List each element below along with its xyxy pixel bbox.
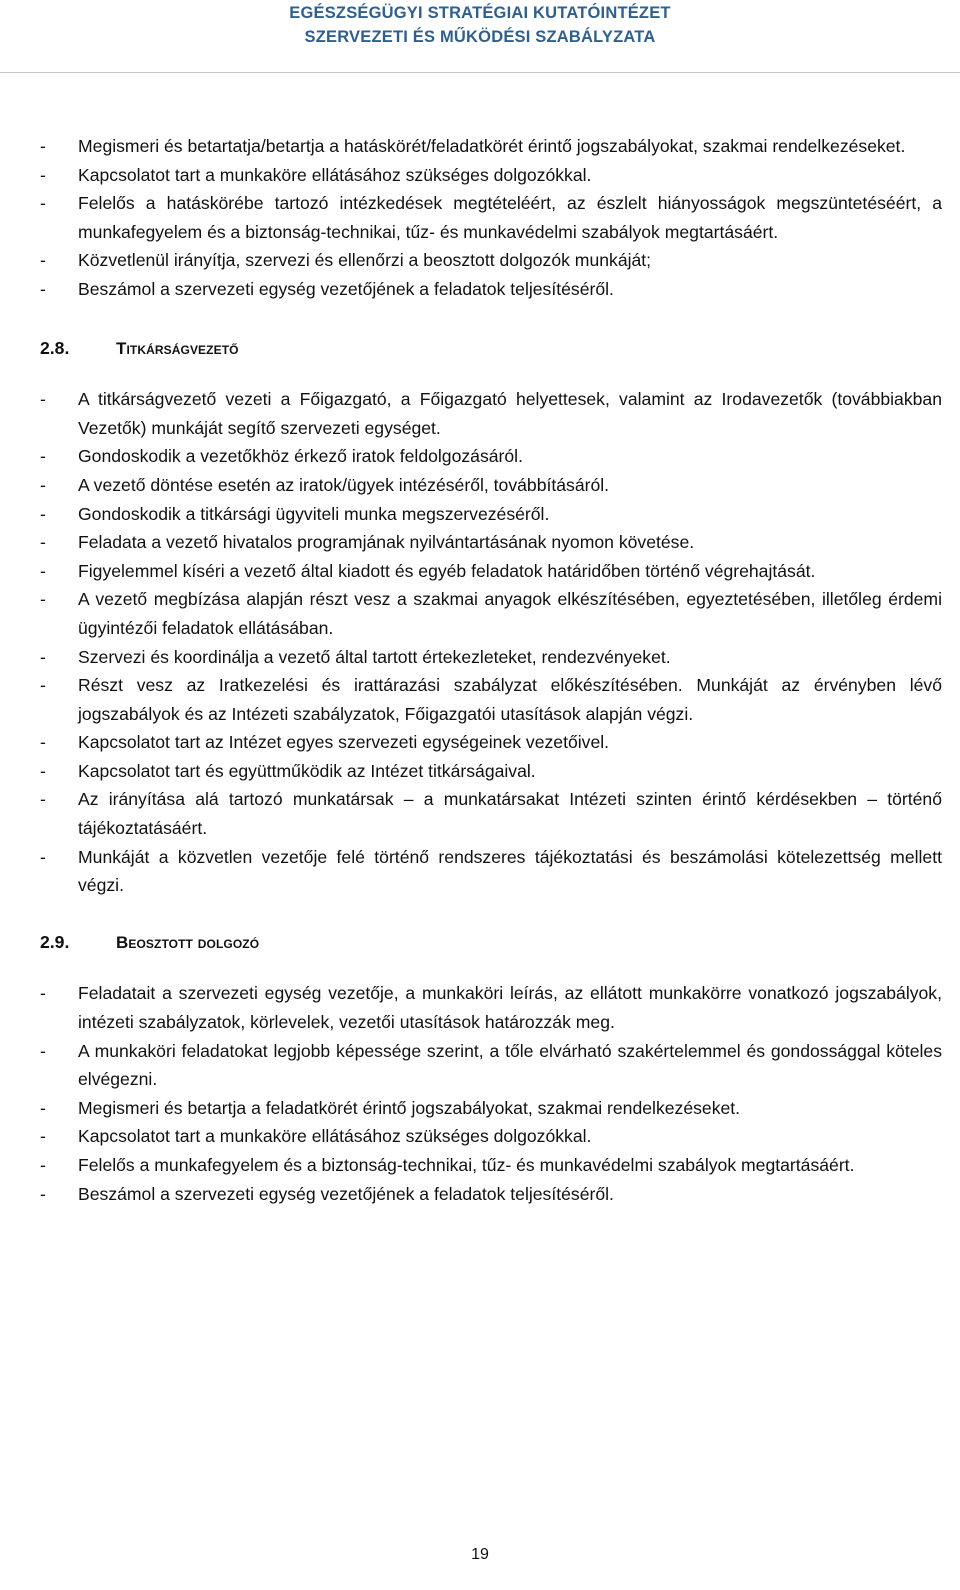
header-divider [0,72,960,73]
list-item: - Megismeri és betartja a feladatkörét érintő jogszabályokat, szakmai rendelkezéseket. [40,1094,942,1123]
list-item: - Kapcsolatot tart és együttműködik az Intézet titkárságaival. [40,757,942,786]
list-item: - A vezető megbízása alapján részt vesz a szakmai anyagok elkészítésében, egyeztetésében, illetőleg érdemi ügyintézői feladatok ellátásában. [40,585,942,642]
list-item: - A munkaköri feladatokat legjobb képessége szerint, a tőle elvárható szakértelemmel és gondossággal köteles elvégezni. [40,1037,942,1094]
intro-list [40,132,942,304]
list-item: - Gondoskodik a titkársági ügyviteli munka megszervezéséről. [40,500,942,529]
list-item: - Figyelemmel kíséri a vezető által kiadott és egyéb feladatok határidőben történő végrehajtását. [40,557,942,586]
list-item: - Részt vesz az Iratkezelési és irattárazási szabályzat előkészítésében. Munkáját az érvényben lévő jogszabályok és az Intézeti szabályzatok, Főigazgatói utasítások alapján végzi. [40,671,942,728]
list-item: - Feladatait a szervezeti egység vezetője, a munkaköri leírás, az ellátott munkakörre vonatkozó jogszabályok, intézeti szabályzatok, körlevelek, vezetői utasítások határozzák meg. [40,979,942,1036]
list-item: - Felelős a hatáskörébe tartozó intézkedések megtételéért, az észlelt hiányosságok megszüntetéséért, a munkafegyelem és a biztonság-technikai, tűz- és munkavédelmi szabályok megtartásáért. [40,189,942,246]
list-item: - Kapcsolatot tart a munkaköre ellátásához szükséges dolgozókkal. [40,1122,942,1151]
list-item: - Az irányítása alá tartozó munkatársak – a munkatársakat Intézeti szinten érintő kérdésekben – történő tájékoztatásáért. [40,785,942,842]
list-item: - Szervezi és koordinálja a vezető által tartott értekezleteket, rendezvényeket. [40,643,942,672]
list-item: - Kapcsolatot tart a munkaköre ellátásához szükséges dolgozókkal. [40,161,942,190]
header-institute-name: EGÉSZSÉGÜGYI STRATÉGIAI KUTATÓINTÉZET [289,4,671,22]
list-item: - A vezető döntése esetén az iratok/ügyek intézéséről, továbbításáról. [40,471,942,500]
section-title: Beosztott dolgozó [116,932,260,952]
section-heading-2-9 [40,928,942,958]
header-document-title: SZERVEZETI ÉS MŰKÖDÉSI SZABÁLYZATA [304,28,656,46]
list-item: - Megismeri és betartatja/betartja a hatáskörét/feladatkörét érintő jogszabályokat, szakmai rendelkezéseket. [40,132,942,161]
section-title: Titkárságvezető [116,338,239,358]
list-item: - Beszámol a szervezeti egység vezetőjének a feladatok teljesítéséről. [40,275,942,304]
section-number: 2.8. [40,337,70,358]
document-body [40,132,942,1208]
section-2-8-list [40,385,942,900]
section-heading-2-8 [40,334,942,364]
list-item: - A titkárságvezető vezeti a Főigazgató, a Főigazgató helyettesek, valamint az Irodavezetők (továbbiakban Vezetők) munkáját segítő szervezeti egységet. [40,385,942,442]
list-item: - Feladata a vezető hivatalos programjának nyilvántartásának nyomon követése. [40,528,942,557]
list-item: - Kapcsolatot tart az Intézet egyes szervezeti egységeinek vezetőivel. [40,728,942,757]
list-item: - Gondoskodik a vezetőkhöz érkező iratok feldolgozásáról. [40,442,942,471]
list-item: - Közvetlenül irányítja, szervezi és ellenőrzi a beosztott dolgozók munkáját; [40,246,942,275]
section-number: 2.9. [40,931,70,952]
section-2-9-list [40,979,942,1208]
list-item: - Munkáját a közvetlen vezetője felé történő rendszeres tájékoztatási és beszámolási kötelezettség mellett végzi. [40,843,942,900]
list-item: - Felelős a munkafegyelem és a biztonság-technikai, tűz- és munkavédelmi szabályok megtartásáért. [40,1151,942,1180]
list-item: - Beszámol a szervezeti egység vezetőjének a feladatok teljesítéséről. [40,1180,942,1209]
page-number: 19 [471,1546,489,1563]
page-header [0,0,960,74]
